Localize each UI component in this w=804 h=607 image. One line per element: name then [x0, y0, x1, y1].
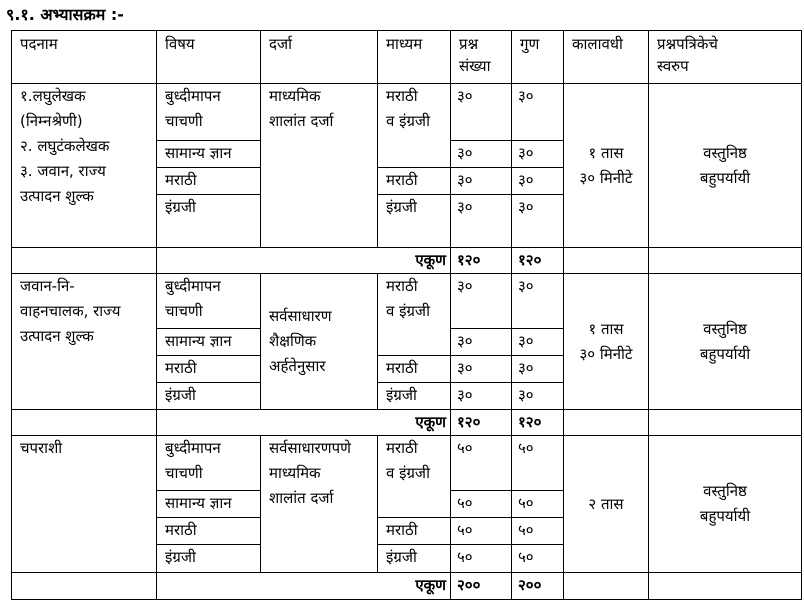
marks-cell: ३०	[512, 140, 564, 167]
col-header-subject: विषय	[157, 31, 261, 84]
total-marks: १२०	[512, 410, 564, 436]
section-heading: ९.१. अभ्यासक्रम :-	[6, 5, 124, 24]
total-blank-cell	[12, 572, 157, 599]
questions-cell: ३०	[451, 355, 512, 382]
col-header-post: पदनाम	[12, 31, 157, 84]
total-blank-cell	[649, 572, 802, 599]
format-cell: वस्तुनिष्ठ बहुपर्यायी	[649, 436, 802, 572]
table-row	[12, 436, 802, 490]
post-cell: १.लघुलेखक (निम्नश्रेणी) २. लघुटंकलेखक ३. जवान, राज्य उत्पादन शुल्क	[12, 84, 157, 247]
subject-cell: इंग्रजी	[157, 383, 261, 410]
total-questions: २००	[451, 572, 512, 599]
questions-cell: ५०	[451, 545, 512, 572]
col-header-duration: कालावधी	[564, 31, 649, 84]
subject-cell: बुध्दीमापन चाचणी	[157, 84, 261, 140]
col-header-format: प्रश्नपत्रिकेचे स्वरुप	[649, 31, 802, 84]
level-cell: माध्यमिक शालांत दर्जा	[261, 84, 378, 247]
subject-cell: सामान्य ज्ञान	[157, 140, 261, 167]
header-row	[12, 31, 802, 84]
total-label: एकूण	[157, 247, 451, 273]
total-marks: १२०	[512, 247, 564, 273]
questions-cell: ५०	[451, 518, 512, 545]
post-cell: चपराशी	[12, 436, 157, 572]
total-row	[12, 572, 802, 599]
duration-cell: १ तास ३० मिनीटे	[564, 274, 649, 410]
medium-cell: मराठी व इंग्रजी	[378, 436, 451, 518]
marks-cell: ३०	[512, 355, 564, 382]
marks-cell: ५०	[512, 518, 564, 545]
col-header-marks: गुण	[512, 31, 564, 84]
duration-cell: २ तास	[564, 436, 649, 572]
marks-cell: ३०	[512, 84, 564, 140]
marks-cell: ३०	[512, 328, 564, 355]
col-header-level: दर्जा	[261, 31, 378, 84]
marks-cell: ३०	[512, 274, 564, 328]
total-questions: १२०	[451, 247, 512, 273]
total-marks: २००	[512, 572, 564, 599]
questions-cell: ३०	[451, 274, 512, 328]
total-row	[12, 410, 802, 436]
questions-cell: ५०	[451, 490, 512, 517]
total-row	[12, 247, 802, 273]
marks-cell: ३०	[512, 383, 564, 410]
medium-cell: मराठी	[378, 518, 451, 545]
format-cell: वस्तुनिष्ठ बहुपर्यायी	[649, 274, 802, 410]
syllabus-table	[11, 30, 802, 600]
medium-cell: इंग्रजी	[378, 195, 451, 247]
level-cell: सर्वसाधारणपणे माध्यमिक शालांत दर्जा	[261, 436, 378, 572]
table-row	[12, 274, 802, 328]
subject-cell: इंग्रजी	[157, 545, 261, 572]
level-cell: सर्वसाधारण शैक्षणिक अर्हतेनुसार	[261, 274, 378, 410]
total-label: एकूण	[157, 572, 451, 599]
col-header-questions: प्रश्न संख्या	[451, 31, 512, 84]
subject-cell: इंग्रजी	[157, 195, 261, 247]
questions-cell: ३०	[451, 383, 512, 410]
marks-cell: ५०	[512, 490, 564, 517]
questions-cell: ३०	[451, 84, 512, 140]
total-blank-cell	[564, 572, 649, 599]
questions-cell: ५०	[451, 436, 512, 490]
medium-cell: इंग्रजी	[378, 383, 451, 410]
table-row	[12, 84, 802, 140]
medium-cell: मराठी व इंग्रजी	[378, 274, 451, 356]
medium-cell: इंग्रजी	[378, 545, 451, 572]
marks-cell: ३०	[512, 168, 564, 195]
format-cell: वस्तुनिष्ठ बहुपर्यायी	[649, 84, 802, 247]
subject-cell: सामान्य ज्ञान	[157, 328, 261, 355]
subject-cell: बुध्दीमापन चाचणी	[157, 436, 261, 490]
medium-cell: मराठी	[378, 168, 451, 195]
subject-cell: सामान्य ज्ञान	[157, 490, 261, 517]
subject-cell: मराठी	[157, 518, 261, 545]
questions-cell: ३०	[451, 195, 512, 247]
total-label: एकूण	[157, 410, 451, 436]
subject-cell: मराठी	[157, 355, 261, 382]
questions-cell: ३०	[451, 328, 512, 355]
total-questions: १२०	[451, 410, 512, 436]
post-cell: जवान-नि- वाहनचालक, राज्य उत्पादन शुल्क	[12, 274, 157, 410]
questions-cell: ३०	[451, 168, 512, 195]
total-blank-cell	[649, 410, 802, 436]
medium-cell: मराठी	[378, 355, 451, 382]
duration-cell: १ तास ३० मिनीटे	[564, 84, 649, 247]
total-blank-cell	[649, 247, 802, 273]
subject-cell: मराठी	[157, 168, 261, 195]
total-blank-cell	[564, 247, 649, 273]
marks-cell: ५०	[512, 436, 564, 490]
marks-cell: ५०	[512, 545, 564, 572]
questions-cell: ३०	[451, 140, 512, 167]
total-blank-cell	[12, 247, 157, 273]
medium-cell: मराठी व इंग्रजी	[378, 84, 451, 168]
total-blank-cell	[564, 410, 649, 436]
total-blank-cell	[12, 410, 157, 436]
col-header-medium: माध्यम	[378, 31, 451, 84]
marks-cell: ३०	[512, 195, 564, 247]
subject-cell: बुध्दीमापन चाचणी	[157, 274, 261, 328]
